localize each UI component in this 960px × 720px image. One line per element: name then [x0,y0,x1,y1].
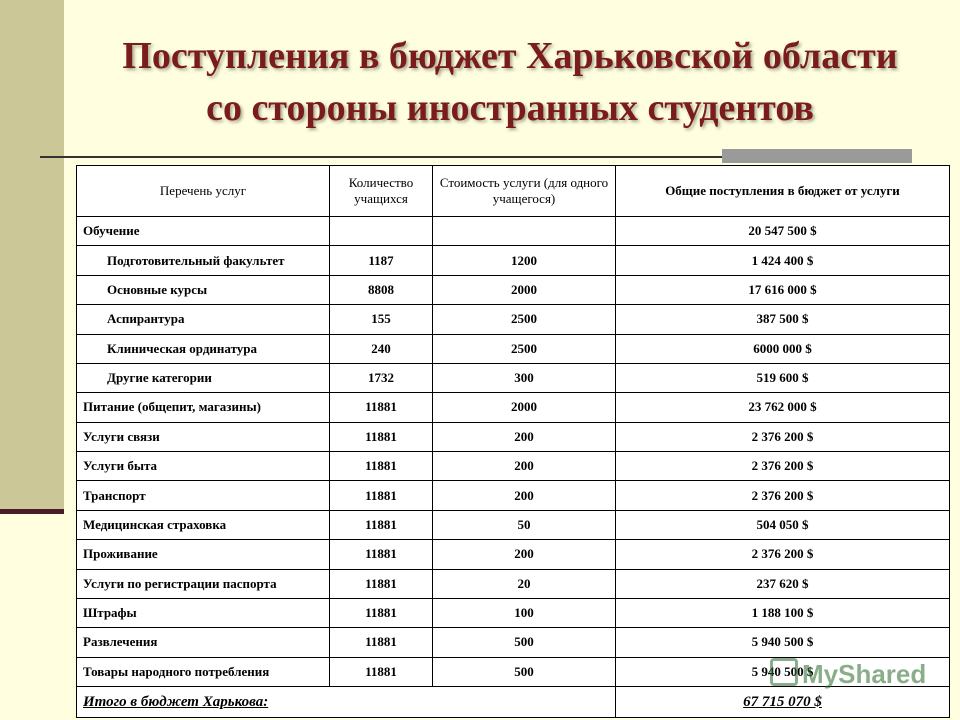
table-row [77,363,950,392]
header-cost: Стоимость услуги (для одного учащегося) [433,166,616,217]
row-cost: 50 [433,510,616,539]
row-total: 1 188 100 $ [616,598,950,627]
row-total: 1 424 400 $ [616,246,950,275]
row-name: Медицинская страховка [77,510,330,539]
slide-title [40,30,960,134]
row-count: 11881 [330,598,433,627]
row-total: 387 500 $ [616,305,950,334]
sidebar-divider [0,509,64,514]
row-total: 2 376 200 $ [616,540,950,569]
row-total: 5 940 500 $ [616,657,950,686]
header-services: Перечень услуг [77,166,330,217]
row-cost: 200 [433,452,616,481]
row-count: 240 [330,334,433,363]
row-count: 11881 [330,452,433,481]
row-total: 2 376 200 $ [616,452,950,481]
total-value: 67 715 070 $ [616,687,950,718]
table-row [77,275,950,304]
row-count: 155 [330,305,433,334]
header-count: Количество учащихся [330,166,433,217]
table-row [77,569,950,598]
table-row [77,217,950,246]
row-cost: 2000 [433,275,616,304]
table-row [77,334,950,363]
row-count: 11881 [330,569,433,598]
row-total: 2 376 200 $ [616,422,950,451]
row-cost: 2000 [433,393,616,422]
row-name: Штрафы [77,598,330,627]
row-cost [433,217,616,246]
decorative-block [722,149,912,163]
row-name: Проживание [77,540,330,569]
row-name: Другие категории [77,363,330,392]
row-count: 11881 [330,657,433,686]
row-total: 5 940 500 $ [616,628,950,657]
row-name: Услуги по регистрации паспорта [77,569,330,598]
table-row [77,598,950,627]
row-name: Услуги связи [77,422,330,451]
budget-table-container [76,165,950,718]
row-count [330,217,433,246]
row-cost: 300 [433,363,616,392]
row-count: 1187 [330,246,433,275]
row-cost: 2500 [433,334,616,363]
table-row [77,540,950,569]
row-count: 11881 [330,393,433,422]
row-cost: 2500 [433,305,616,334]
table-row [77,422,950,451]
title-line-1: Поступления в бюджет Харьковской области [122,35,898,77]
row-total: 504 050 $ [616,510,950,539]
title-line-2: со стороны иностранных студентов [206,87,814,129]
table-row [77,393,950,422]
row-count: 11881 [330,628,433,657]
table-row [77,628,950,657]
row-cost: 500 [433,657,616,686]
total-label: Итого в бюджет Харькова: [77,687,616,718]
row-count: 8808 [330,275,433,304]
row-cost: 20 [433,569,616,598]
budget-table [76,165,950,718]
row-total: 519 600 $ [616,363,950,392]
row-name: Обучение [77,217,330,246]
row-name: Подготовительный факультет [77,246,330,275]
table-total-row [77,687,950,718]
table-row [77,452,950,481]
row-name: Услуги быта [77,452,330,481]
table-row [77,481,950,510]
table-row [77,246,950,275]
row-cost: 200 [433,540,616,569]
row-name: Товары народного потребления [77,657,330,686]
row-cost: 1200 [433,246,616,275]
row-name: Транспорт [77,481,330,510]
row-count: 11881 [330,481,433,510]
row-cost: 100 [433,598,616,627]
header-total: Общие поступления в бюджет от услуги [616,166,950,217]
row-cost: 500 [433,628,616,657]
row-count: 11881 [330,422,433,451]
title-divider [40,156,770,158]
row-count: 1732 [330,363,433,392]
row-name: Аспирантура [77,305,330,334]
row-total: 237 620 $ [616,569,950,598]
watermark [770,658,926,690]
row-name: Развлечения [77,628,330,657]
row-total: 6000 000 $ [616,334,950,363]
table-row [77,510,950,539]
row-count: 11881 [330,540,433,569]
row-total: 2 376 200 $ [616,481,950,510]
row-cost: 200 [433,481,616,510]
row-name: Клиническая ординатура [77,334,330,363]
row-total: 23 762 000 $ [616,393,950,422]
row-name: Основные курсы [77,275,330,304]
table-row [77,305,950,334]
table-header-row [77,166,950,217]
row-total: 17 616 000 $ [616,275,950,304]
row-name: Питание (общепит, магазины) [77,393,330,422]
row-count: 11881 [330,510,433,539]
row-cost: 200 [433,422,616,451]
row-total: 20 547 500 $ [616,217,950,246]
watermark-icon [770,658,798,686]
watermark-text: MyShared [802,659,927,689]
